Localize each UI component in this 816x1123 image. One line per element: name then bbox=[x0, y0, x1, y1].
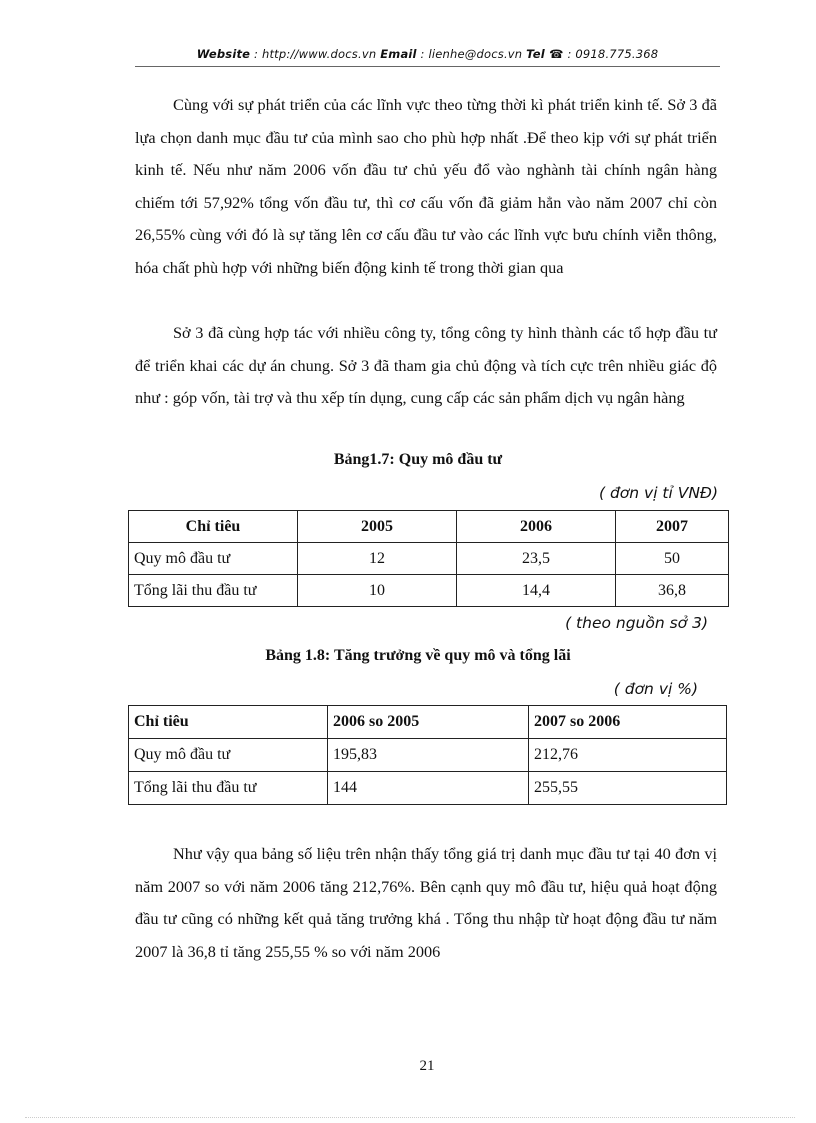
table-cell: 195,83 bbox=[328, 739, 529, 772]
table-cell: 36,8 bbox=[616, 575, 729, 607]
table-cell: 144 bbox=[328, 772, 529, 805]
table-header-row bbox=[129, 706, 727, 739]
table-cell: Tổng lãi thu đầu tư bbox=[129, 575, 298, 607]
table-header-cell: 2007 bbox=[616, 511, 729, 543]
table1-unit: ( đơn vị tỉ VNĐ) bbox=[598, 484, 718, 502]
table2-unit: ( đơn vị %) bbox=[613, 680, 698, 698]
table-cell: 14,4 bbox=[457, 575, 616, 607]
paragraph-3: Như vậy qua bảng số liệu trên nhận thấy tổng giá trị danh mục đầu tư tại 40 đơn vị năm 2007 so với năm 2006 tăng 212,76%. Bên cạnh quy mô đầu tư, hiệu quả hoạt động đầu tư cũng có những kết quả tăng trưởng khá . Tổng thu nhập từ hoạt động đầu tư năm 2007 là 36,8 tỉ tăng 255,55 % so với năm 2006 bbox=[135, 844, 717, 961]
table-cell: 23,5 bbox=[457, 543, 616, 575]
table-cell: 50 bbox=[616, 543, 729, 575]
table-header-cell: 2006 so 2005 bbox=[328, 706, 529, 739]
table-cell: 10 bbox=[298, 575, 457, 607]
table-header-cell: 2005 bbox=[298, 511, 457, 543]
investment-scale-table bbox=[128, 510, 729, 607]
growth-table bbox=[128, 705, 727, 805]
website-label: Website bbox=[196, 47, 251, 61]
table-row bbox=[129, 739, 727, 772]
table1-caption: Bảng1.7: Quy mô đầu tư bbox=[333, 451, 503, 468]
header-divider bbox=[135, 66, 720, 67]
table-row bbox=[129, 772, 727, 805]
tel-label: Tel ☎ bbox=[526, 47, 564, 61]
paragraph-2: Sở 3 đã cùng hợp tác với nhiều công ty, tổng công ty hình thành các tổ hợp đầu tư để triển khai các dự án chung. Sở 3 đã tham gia chủ động và tích cực trên nhiều giác độ như : góp vốn, tài trợ và thu xếp tín dụng, cung cấp các sản phẩm dịch vụ ngân hàng bbox=[135, 323, 717, 408]
table-cell: 12 bbox=[298, 543, 457, 575]
table-cell: Quy mô đầu tư bbox=[129, 739, 328, 772]
table-cell: Tổng lãi thu đầu tư bbox=[129, 772, 328, 805]
paragraph-1: Cùng với sự phát triển của các lĩnh vực theo từng thời kì phát triển kinh tế. Sở 3 đã lựa chọn danh mục đầu tư của mình sao cho phù hợp nhất .Để theo kịp với sự phát triển kinh tế. Nếu như năm 2006 vốn đầu tư chủ yếu đổ vào nghành tài chính ngân hàng chiếm tới 57,92% tổng vốn đầu tư, thì cơ cấu vốn đã giảm hẳn vào năm 2007 chỉ còn 26,55% cùng với đó là sự tăng lên cơ cấu đầu tư vào các lĩnh vực bưu chính viễn thông, hóa chất phù hợp với những biến động kinh tế trong thời gian qua bbox=[135, 95, 717, 277]
table-header-cell: Chỉ tiêu bbox=[129, 706, 328, 739]
email-label: Email bbox=[380, 47, 417, 61]
table-header-cell: 2006 bbox=[457, 511, 616, 543]
table-cell: 212,76 bbox=[529, 739, 727, 772]
website-value: : http://www.docs.vn bbox=[250, 47, 381, 61]
table-header-row bbox=[129, 511, 729, 543]
table-header-cell: 2007 so 2006 bbox=[529, 706, 727, 739]
table1-source: ( theo nguồn sở 3) bbox=[565, 614, 708, 632]
table-header-cell: Chỉ tiêu bbox=[129, 511, 298, 543]
table-cell: Quy mô đầu tư bbox=[129, 543, 298, 575]
table-row bbox=[129, 543, 729, 575]
page-bottom-divider bbox=[25, 1117, 795, 1118]
email-value: : lienhe@docs.vn bbox=[416, 47, 527, 61]
table-row bbox=[129, 575, 729, 607]
tel-value: : 0918.775.368 bbox=[563, 47, 659, 61]
table-cell: 255,55 bbox=[529, 772, 727, 805]
page-number: 21 bbox=[419, 1058, 435, 1074]
table2-caption: Bảng 1.8: Tăng trưởng về quy mô và tổng lãi bbox=[265, 647, 571, 664]
page-header bbox=[135, 47, 720, 61]
